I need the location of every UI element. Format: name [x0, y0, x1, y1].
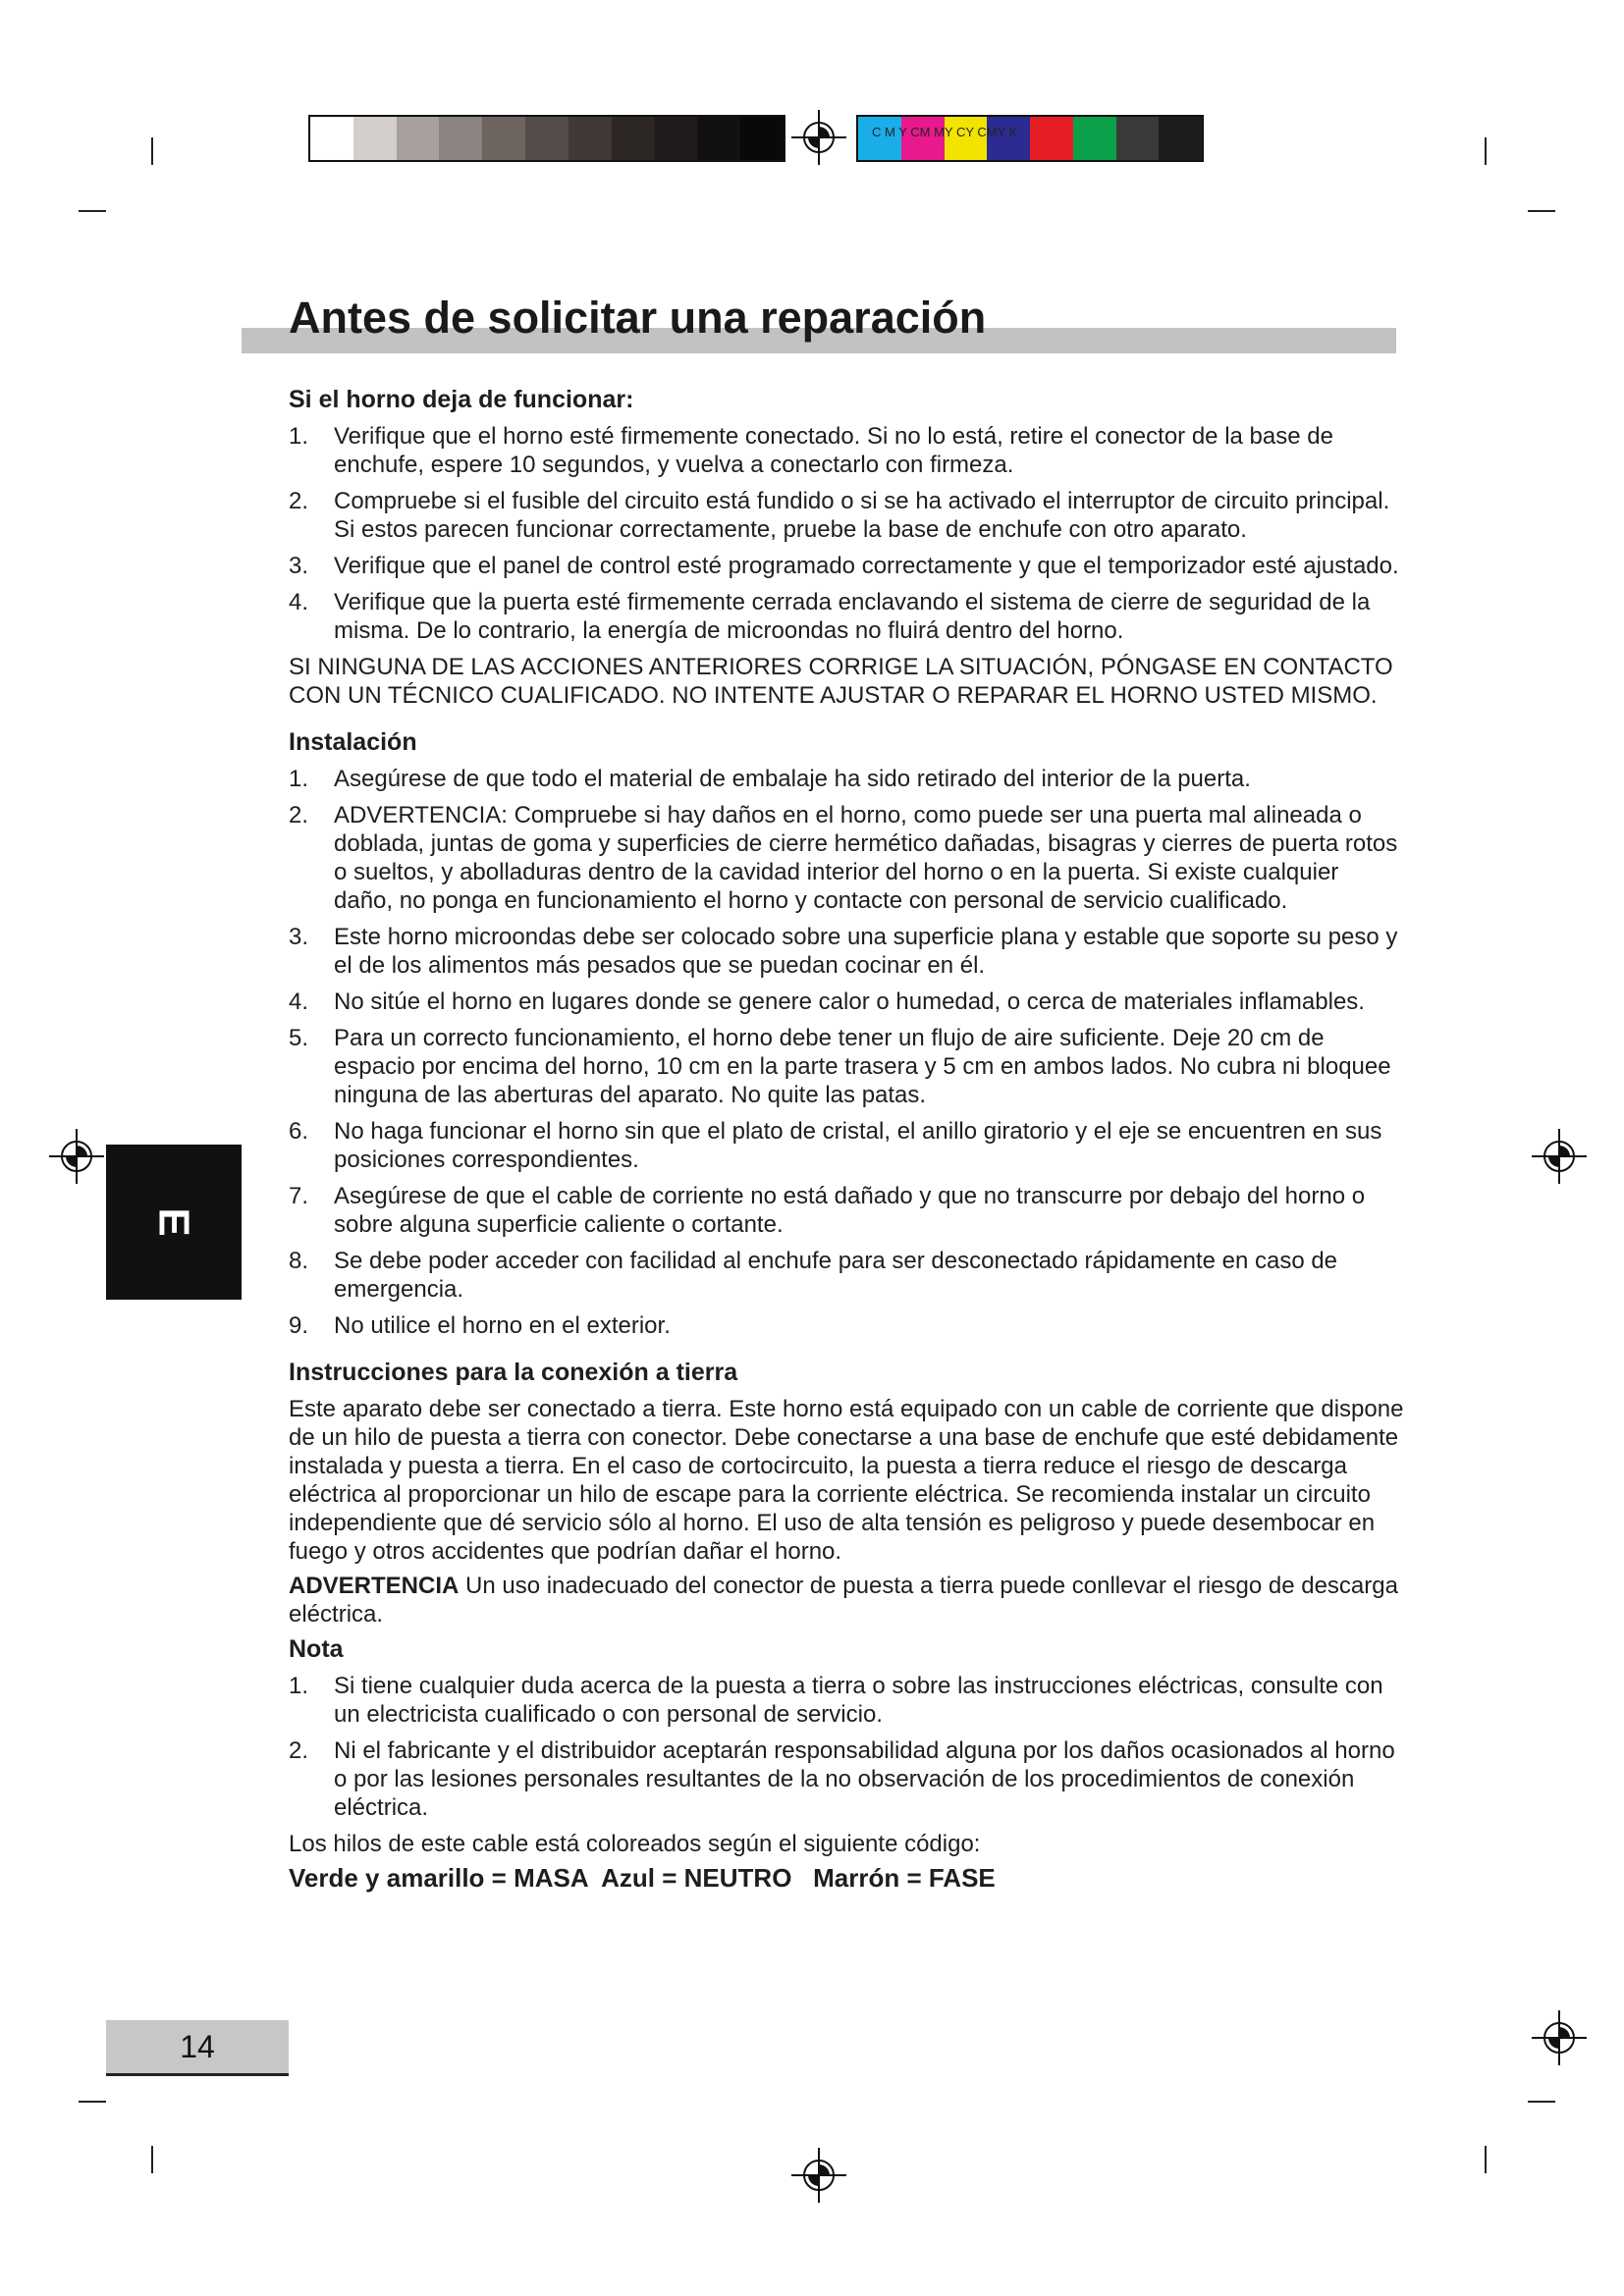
calibration-swatch: [1159, 117, 1202, 160]
section-stopped: [289, 385, 1404, 710]
grounding-paragraph: Este aparato debe ser conectado a tierra. Este horno está equipado con un cable de corriente que dispone de un hilo de puesta a tierra con conector. Debe conectarse a una base de enchufe que esté debidamente instalada y puesta a tierra. En el caso de cortocircuito, la puesta a tierra reduce el riesgo de descarga eléctrica al proporcionar un hilo de escape para la corriente eléctrica. Se recomienda instalar un circuito independiente que dé servicio sólo al horno. El uso de alta tensión es peligroso y puede desembocar en fuego y otros accidentes que podrían dañar el horno.: [289, 1396, 1404, 1565]
list-item: 1. Verifique que el horno esté firmemente conectado. Si no lo está, retire el conector de la base de enchufe, espere 10 segundos, y vuelva a conectarlo con firmeza.: [289, 423, 1333, 478]
grounding-warning: [289, 1572, 1404, 1629]
note-list: [289, 1672, 1404, 1822]
calibration-swatch: [612, 117, 655, 160]
calibration-swatch: [482, 117, 525, 160]
section-installation: [289, 727, 1404, 1340]
list-item: 8. Se debe poder acceder con facilidad al enchufe para ser desconectado rápidamente en caso de emergencia.: [289, 1248, 1338, 1303]
language-letter: E: [149, 1207, 198, 1237]
calibration-swatch: [740, 117, 784, 160]
calibration-swatch: [525, 117, 568, 160]
list-item: 6. No haga funcionar el horno sin que el plato de cristal, el anillo giratorio y el eje se encuentren en sus posiciones correspondientes.: [289, 1118, 1382, 1173]
crop-mark: [1485, 2146, 1487, 2173]
crop-mark: [79, 2101, 106, 2103]
list-item: 9. No utilice el horno en el exterior.: [289, 1312, 671, 1339]
page-number: 14: [106, 2020, 289, 2076]
calibration-swatch: [655, 117, 698, 160]
registration-mark-icon: [791, 110, 846, 165]
list-item: 3. Este horno microondas debe ser colocado sobre una superficie plana y estable que soporte su peso y el de los alimentos más pesados que se puedan cocinar en él.: [289, 924, 1398, 979]
registration-mark-icon: [1532, 1129, 1587, 1184]
list-item: 4. Verifique que la puerta esté firmemente cerrada enclavando el sistema de cierre de seguridad de la misma. De lo contrario, la energía de microondas no fluirá dentro del horno.: [289, 589, 1371, 644]
registration-mark-icon: [791, 2148, 846, 2203]
calibration-swatch: [353, 117, 397, 160]
calibration-swatch: [397, 117, 440, 160]
stopped-list: [289, 422, 1404, 645]
section-heading: Instrucciones para la conexión a tierra: [289, 1359, 738, 1386]
calibration-swatch: [697, 117, 740, 160]
crop-mark: [151, 2146, 153, 2173]
crop-mark: [79, 210, 106, 212]
calibration-swatch: [439, 117, 482, 160]
service-warning: SI NINGUNA DE LAS ACCIONES ANTERIORES CORRIGE LA SITUACIÓN, PÓNGASE EN CONTACTO CON UN TÉCNICO CUALIFICADO. NO INTENTE AJUSTAR O REPARAR EL HORNO USTED MISMO.: [289, 654, 1393, 709]
list-item: 1. Si tiene cualquier duda acerca de la puesta a tierra o sobre las instrucciones eléctricas, consulte con un electricista cualificado o con personal de servicio.: [289, 1673, 1383, 1728]
installation-list: [289, 765, 1404, 1340]
wiring-code: Verde y amarillo = MASA Azul = NEUTRO Marrón = FASE: [289, 1863, 996, 1893]
language-tab: [106, 1145, 242, 1300]
crop-mark: [1528, 2101, 1555, 2103]
section-heading: Si el horno deja de funcionar:: [289, 386, 634, 413]
list-item: 3. Verifique que el panel de control esté programado correctamente y que el temporizador esté ajustado.: [289, 553, 1399, 579]
color-bar-labels: C M Y CM MY CY CMY K: [872, 125, 1018, 139]
list-item: 4. No sitúe el horno en lugares donde se genere calor o humedad, o cerca de materiales inflamables.: [289, 988, 1365, 1015]
list-item: 1. Asegúrese de que todo el material de embalaje ha sido retirado del interior de la puerta.: [289, 766, 1251, 792]
wiring-intro: Los hilos de este cable está coloreados según el siguiente código:: [289, 1831, 981, 1857]
page-title: Antes de solicitar una reparación: [289, 293, 987, 343]
list-item: 2. Compruebe si el fusible del circuito está fundido o si se ha activado el interruptor de circuito principal. Si estos parecen funcionar correctamente, pruebe la base de enchufe con otro aparato.: [289, 488, 1390, 543]
crop-mark: [1485, 137, 1487, 165]
calibration-swatch: [1030, 117, 1073, 160]
list-item: 7. Asegúrese de que el cable de corriente no está dañado y que no transcurre por debajo del horno o sobre alguna superficie caliente o cortante.: [289, 1183, 1366, 1238]
warning-label: ADVERTENCIA: [289, 1573, 460, 1599]
crop-mark: [1528, 210, 1555, 212]
main-content: [289, 385, 1404, 1910]
calibration-swatch: [1116, 117, 1160, 160]
section-note: [289, 1634, 1404, 1893]
section-grounding: [289, 1358, 1404, 1629]
calibration-swatch: [568, 117, 612, 160]
list-item: 5. Para un correcto funcionamiento, el horno debe tener un flujo de aire suficiente. Deje 20 cm de espacio por encima del horno, 10 cm en la parte trasera y 5 cm en ambos lados. No cubra ni bloquee ninguna de las aberturas del aparato. No quite las patas.: [289, 1025, 1391, 1108]
registration-mark-icon: [49, 1129, 104, 1184]
section-heading: Instalación: [289, 728, 417, 756]
warning-text: Un uso inadecuado del conector de puesta a tierra puede conllevar el riesgo de descarga eléctrica.: [289, 1573, 1398, 1628]
list-item: 2. ADVERTENCIA: Compruebe si hay daños en el horno, como puede ser una puerta mal alineada o doblada, juntas de goma y superficies de cierre hermético dañadas, bisagras y cierres de puerta rotos o sueltos, y abolladuras dentro de la cavidad interior del horno o en la puerta. Si existe cualquier daño, no ponga en funcionamiento el horno y contacte con personal de servicio cualificado.: [289, 802, 1398, 914]
section-heading: Nota: [289, 1635, 344, 1663]
calibration-swatch: [1073, 117, 1116, 160]
grey-calibration-bar: [308, 115, 785, 162]
list-item: 2. Ni el fabricante y el distribuidor aceptarán responsabilidad alguna por los daños ocasionados al horno o por las lesiones personales resultantes de la no observación de los procedimientos de conexión eléctrica.: [289, 1737, 1395, 1821]
calibration-swatch: [310, 117, 353, 160]
crop-mark: [151, 137, 153, 165]
registration-mark-icon: [1532, 2010, 1587, 2065]
